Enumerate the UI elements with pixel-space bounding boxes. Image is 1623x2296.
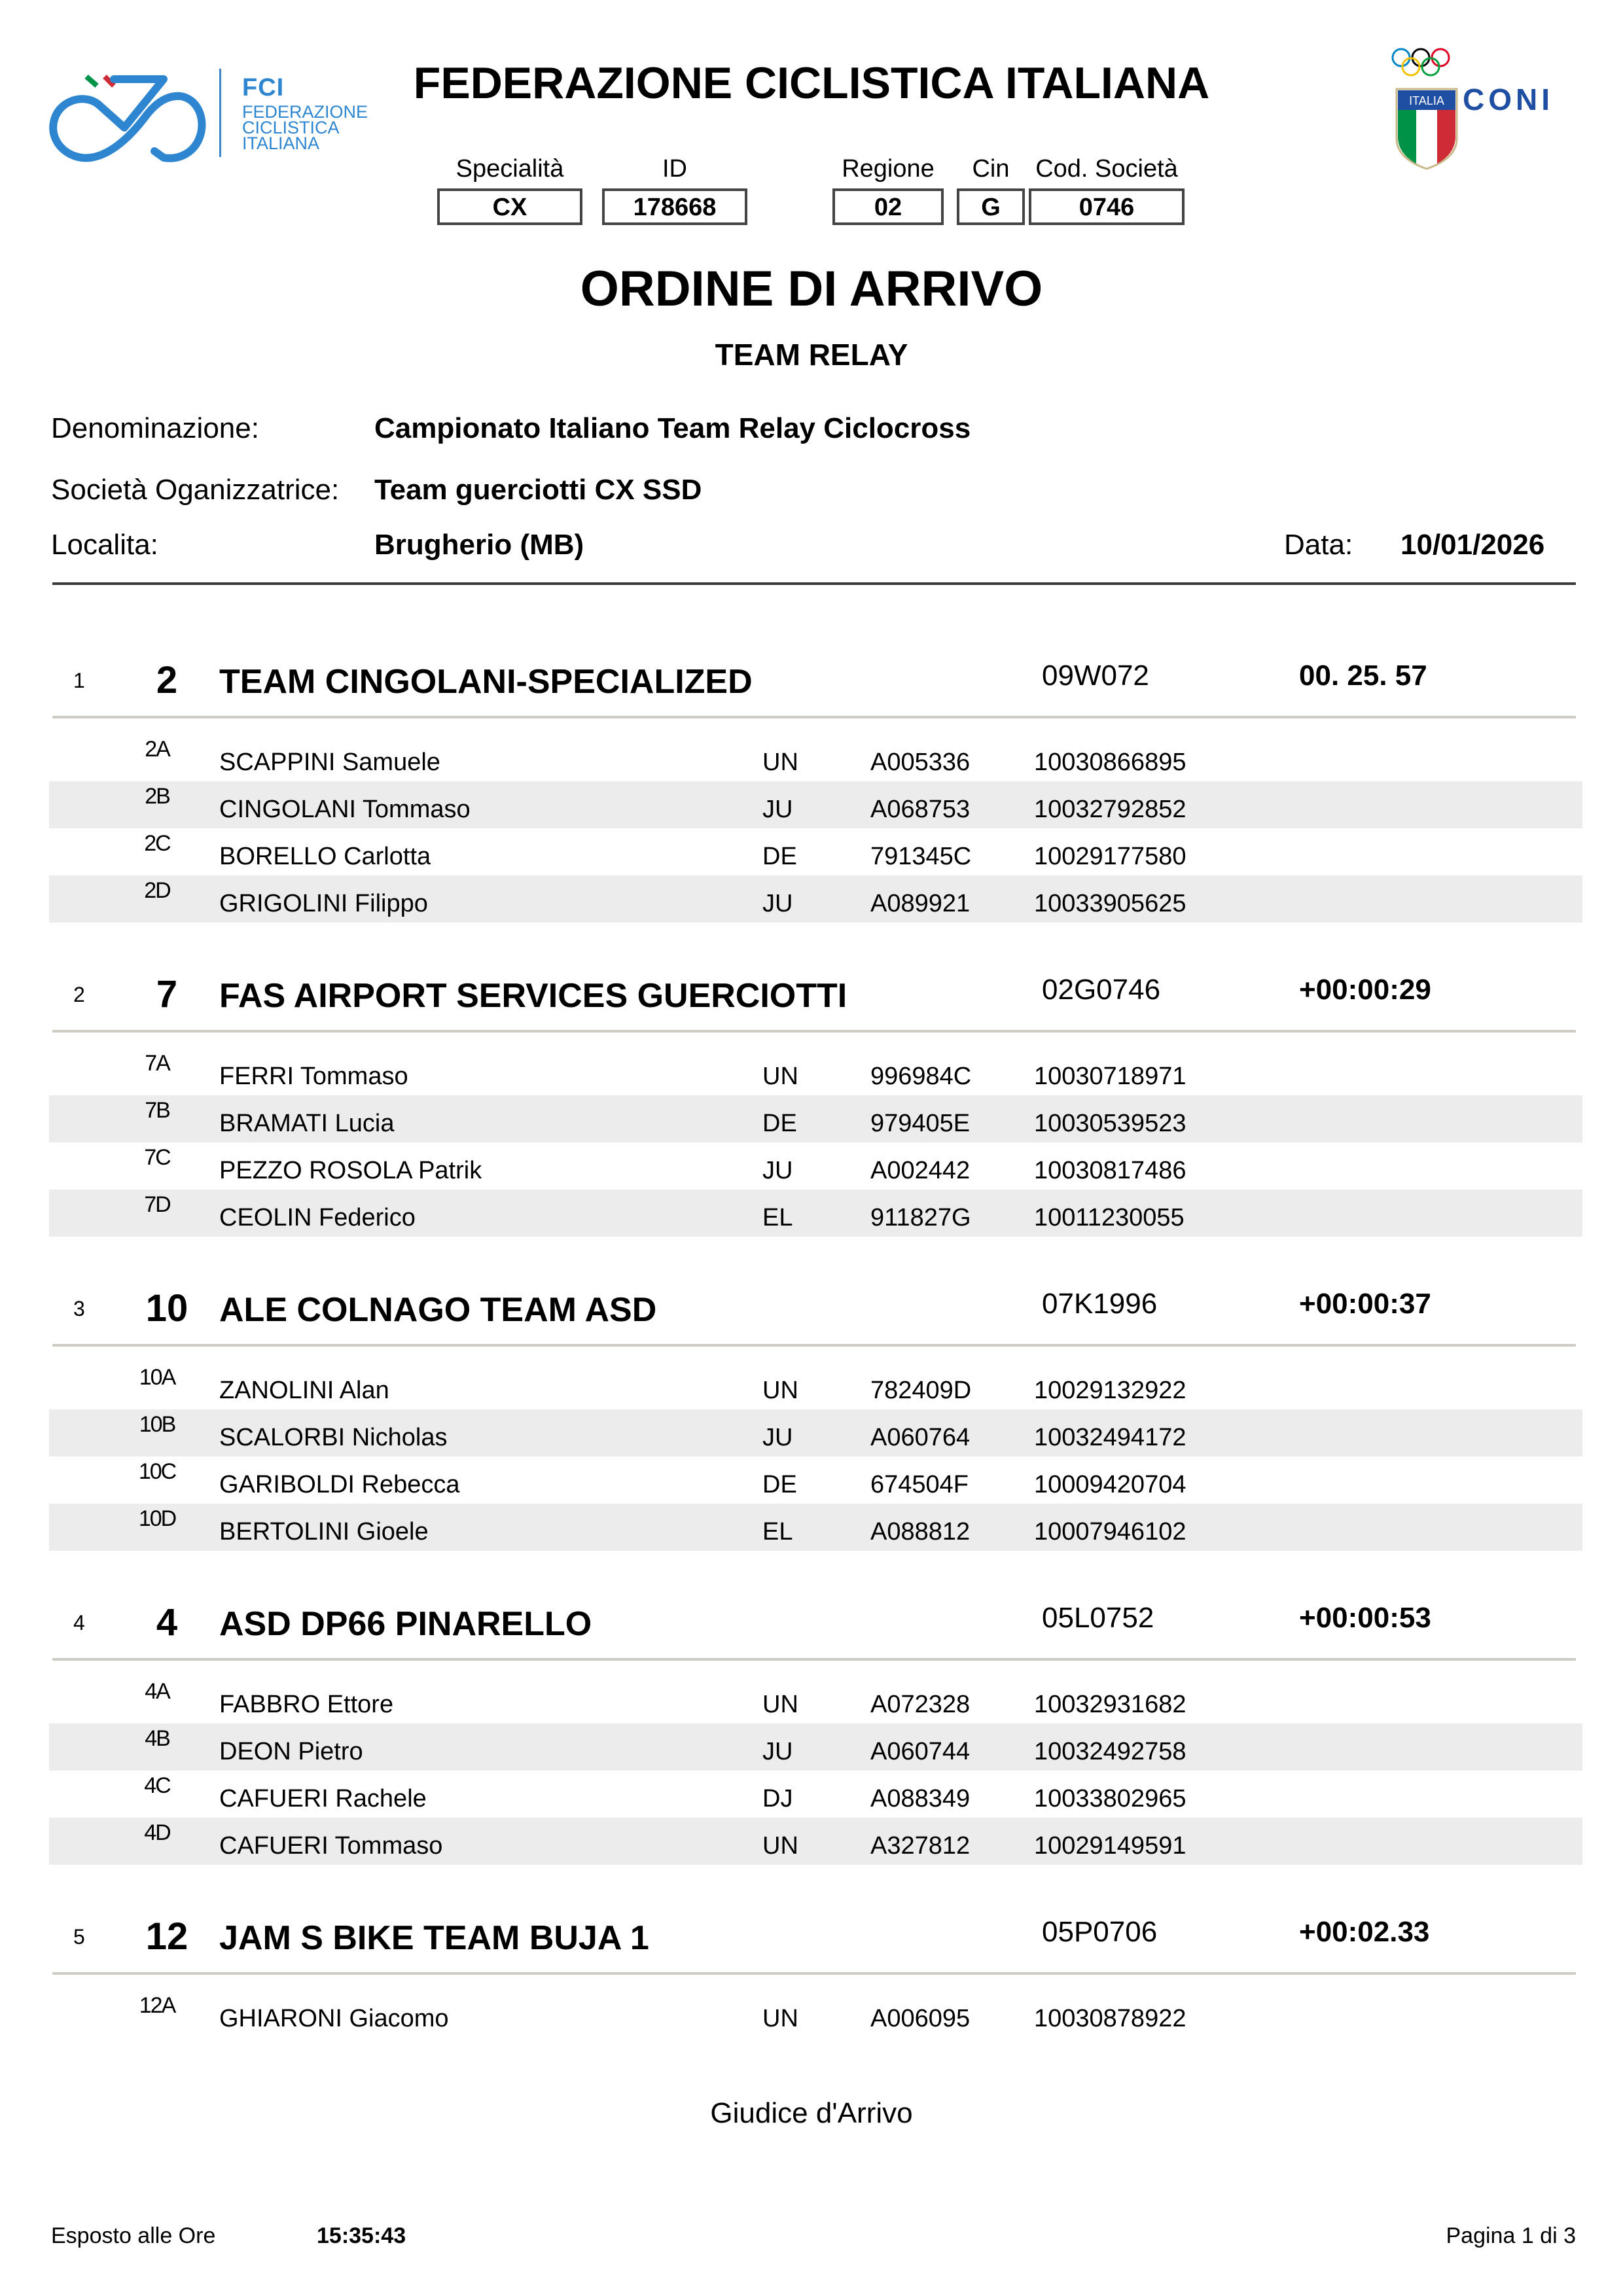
rider-bib: 4B <box>145 1726 169 1751</box>
rider-row <box>49 1771 1582 1818</box>
rider-row <box>49 1048 1582 1095</box>
rider-bib: 7C <box>144 1145 170 1170</box>
specialita-label: Specialità <box>455 155 564 183</box>
rider-bib: 7A <box>145 1051 169 1076</box>
svg-text:ITALIA: ITALIA <box>1409 94 1444 107</box>
rider-category: UN <box>762 1063 798 1090</box>
team-divider <box>52 1030 1576 1033</box>
rider-license: 911827G <box>870 1204 971 1231</box>
rider-name: FABBRO Ettore <box>219 1691 394 1718</box>
fci-name-line: CICLISTICA <box>242 118 340 137</box>
rider-category: JU <box>762 796 793 823</box>
rider-uci-id: 10030878922 <box>1034 2005 1186 2032</box>
team-name: ASD DP66 PINARELLO <box>219 1605 592 1643</box>
team-bib: 2 <box>156 659 178 701</box>
rider-license: 979405E <box>870 1110 971 1137</box>
rider-row <box>49 1504 1582 1551</box>
rider-name: BRAMATI Lucia <box>219 1110 395 1137</box>
team-position: 5 <box>73 1925 85 1949</box>
team-time: +00:02.33 <box>1299 1916 1430 1948</box>
rider-uci-id: 10030718971 <box>1034 1063 1186 1090</box>
rider-uci-id: 10032931682 <box>1034 1691 1186 1718</box>
document-title: ORDINE DI ARRIVO <box>580 261 1043 317</box>
rider-row <box>49 1409 1582 1457</box>
rider-category: JU <box>762 1157 793 1184</box>
localita-label: Localita: <box>51 529 158 561</box>
date-label: Data: <box>1284 529 1353 561</box>
team-position: 3 <box>73 1297 85 1320</box>
rider-bib: 10A <box>139 1365 175 1390</box>
rider-row <box>49 734 1582 781</box>
rider-name: DEON Pietro <box>219 1738 363 1765</box>
rider-license: A068753 <box>870 796 971 823</box>
team-name: ALE COLNAGO TEAM ASD <box>219 1291 657 1329</box>
coni-text: CONI <box>1463 82 1554 116</box>
rider-license: A060764 <box>870 1424 971 1451</box>
rider-uci-id: 10030539523 <box>1034 1110 1186 1137</box>
rider-name: GARIBOLDI Rebecca <box>219 1471 460 1498</box>
team-header <box>0 1282 1623 1335</box>
judge-label: Giudice d'Arrivo <box>710 2097 913 2129</box>
rider-row <box>49 1095 1582 1142</box>
rider-name: GRIGOLINI Filippo <box>219 890 428 917</box>
rider-row <box>49 1818 1582 1865</box>
rider-license: A327812 <box>870 1832 971 1860</box>
rider-bib: 2C <box>144 831 170 856</box>
team-divider <box>52 1972 1576 1975</box>
id-label: ID <box>662 155 687 183</box>
rider-category: UN <box>762 1691 798 1718</box>
team-time: +00:00:53 <box>1299 1602 1431 1634</box>
rider-license: A060744 <box>870 1738 971 1765</box>
rider-license: A089921 <box>870 890 971 917</box>
rider-bib: 7B <box>145 1098 169 1123</box>
specialita-value: CX <box>437 188 582 225</box>
organizzatrice-label: Società Oganizzatrice: <box>51 474 340 506</box>
rider-category: UN <box>762 2005 798 2032</box>
regione-value: 02 <box>832 188 944 225</box>
rider-license: A002442 <box>870 1157 971 1184</box>
rider-bib: 2B <box>145 784 169 809</box>
rider-row <box>49 1990 1582 2038</box>
rider-bib: 2A <box>145 737 169 762</box>
federation-title: FEDERAZIONE CICLISTICA ITALIANA <box>413 58 1210 108</box>
cin-label: Cin <box>972 155 1010 183</box>
team-time: +00:00:37 <box>1299 1288 1431 1320</box>
team-block <box>0 1911 1623 2032</box>
rider-uci-id: 10029149591 <box>1034 1832 1186 1860</box>
team-bib: 4 <box>156 1601 178 1644</box>
rider-category: JU <box>762 1738 793 1765</box>
rider-name: GHIARONI Giacomo <box>219 2005 449 2032</box>
rider-row <box>49 875 1582 923</box>
rider-category: EL <box>762 1518 793 1545</box>
regione-label: Regione <box>842 155 935 183</box>
rider-name: FERRI Tommaso <box>219 1063 408 1090</box>
rider-bib: 10B <box>139 1412 175 1437</box>
page-indicator: Pagina 1 di 3 <box>1446 2223 1576 2248</box>
rider-row <box>49 1676 1582 1723</box>
cin-value: G <box>957 188 1025 225</box>
rider-uci-id: 10032492758 <box>1034 1738 1186 1765</box>
rider-category: JU <box>762 1424 793 1451</box>
document-subtitle: TEAM RELAY <box>715 338 908 372</box>
rider-uci-id: 10011230055 <box>1034 1204 1185 1231</box>
rider-category: JU <box>762 890 793 917</box>
rider-license: 791345C <box>870 843 972 870</box>
rider-category: DE <box>762 1471 797 1498</box>
rider-name: SCALORBI Nicholas <box>219 1424 448 1451</box>
cod-societa-value: 0746 <box>1029 188 1185 225</box>
rider-list <box>49 734 1582 923</box>
team-bib: 7 <box>156 973 178 1016</box>
rider-bib: 2D <box>144 878 170 903</box>
team-bib: 12 <box>145 1915 188 1958</box>
team-block <box>0 654 1623 917</box>
rider-uci-id: 10032494172 <box>1034 1424 1186 1451</box>
team-time: +00:00:29 <box>1299 974 1431 1006</box>
rider-row <box>49 1362 1582 1409</box>
team-time: 00. 25. 57 <box>1299 660 1427 692</box>
rider-row <box>49 1142 1582 1190</box>
rider-list <box>49 1362 1582 1551</box>
team-bib: 10 <box>145 1287 188 1330</box>
rider-list <box>49 1676 1582 1865</box>
team-divider <box>52 1658 1576 1661</box>
rider-name: CINGOLANI Tommaso <box>219 796 471 823</box>
rider-license: 782409D <box>870 1377 972 1404</box>
rider-license: 674504F <box>870 1471 969 1498</box>
team-block <box>0 1282 1623 1545</box>
rider-license: A088349 <box>870 1785 971 1812</box>
team-name: FAS AIRPORT SERVICES GUERCIOTTI <box>219 977 847 1015</box>
posted-label: Esposto alle Ore <box>51 2223 216 2248</box>
team-header <box>0 654 1623 707</box>
team-position: 4 <box>73 1611 85 1634</box>
rider-uci-id: 10032792852 <box>1034 796 1186 823</box>
rider-category: UN <box>762 749 798 776</box>
rider-bib: 10C <box>138 1459 176 1484</box>
rider-uci-id: 10029132922 <box>1034 1377 1186 1404</box>
rider-row <box>49 781 1582 828</box>
denominazione-value: Campionato Italiano Team Relay Ciclocross <box>374 412 971 444</box>
team-code: 02G0746 <box>1042 974 1161 1006</box>
rider-name: BERTOLINI Gioele <box>219 1518 429 1545</box>
rider-uci-id: 10030817486 <box>1034 1157 1186 1184</box>
rider-name: SCAPPINI Samuele <box>219 749 440 776</box>
date-value: 10/01/2026 <box>1400 529 1545 561</box>
rider-list <box>49 1048 1582 1237</box>
rider-license: 996984C <box>870 1063 972 1090</box>
fci-abbreviation: FCI <box>242 74 285 101</box>
posted-time: 15:35:43 <box>317 2223 406 2248</box>
rider-bib: 4C <box>144 1773 170 1798</box>
rider-uci-id: 10007946102 <box>1034 1518 1186 1545</box>
fci-name-line: ITALIANA <box>242 133 320 153</box>
rider-name: CAFUERI Tommaso <box>219 1832 443 1860</box>
rider-uci-id: 10033802965 <box>1034 1785 1186 1812</box>
team-header <box>0 968 1623 1021</box>
team-block <box>0 968 1623 1231</box>
rider-bib: 7D <box>144 1192 170 1217</box>
rider-name: ZANOLINI Alan <box>219 1377 389 1404</box>
team-divider <box>52 716 1576 718</box>
rider-name: BORELLO Carlotta <box>219 843 431 870</box>
team-name: TEAM CINGOLANI-SPECIALIZED <box>219 663 753 701</box>
rider-license: A006095 <box>870 2005 971 2032</box>
rider-bib: 4A <box>145 1679 169 1704</box>
header-divider <box>52 582 1576 585</box>
team-position: 2 <box>73 983 85 1006</box>
rider-name: CEOLIN Federico <box>219 1204 416 1231</box>
rider-category: DE <box>762 843 797 870</box>
rider-name: CAFUERI Rachele <box>219 1785 427 1812</box>
team-header <box>0 1597 1623 1649</box>
team-position: 1 <box>73 669 85 692</box>
team-block <box>0 1597 1623 1860</box>
organizzatrice-value: Team guerciotti CX SSD <box>374 474 702 506</box>
team-code: 07K1996 <box>1042 1288 1158 1320</box>
rider-bib: 4D <box>144 1820 170 1845</box>
team-code: 05P0706 <box>1042 1916 1158 1948</box>
team-code: 05L0752 <box>1042 1602 1154 1634</box>
rider-uci-id: 10030866895 <box>1034 749 1186 776</box>
fci-name-line: FEDERAZIONE <box>242 102 368 122</box>
rider-license: A005336 <box>870 749 971 776</box>
team-divider <box>52 1344 1576 1347</box>
rider-row <box>49 1723 1582 1771</box>
denominazione-label: Denominazione: <box>51 412 259 444</box>
rider-category: DJ <box>762 1785 793 1812</box>
cod-societa-label: Cod. Società <box>1035 155 1178 183</box>
team-header <box>0 1911 1623 1963</box>
rider-row <box>49 1457 1582 1504</box>
rider-license: A072328 <box>870 1691 971 1718</box>
rider-bib: 12A <box>139 1993 175 2018</box>
rider-row <box>49 828 1582 875</box>
id-value: 178668 <box>602 188 747 225</box>
rider-list <box>49 1990 1582 2038</box>
rider-row <box>49 1190 1582 1237</box>
rider-category: UN <box>762 1832 798 1860</box>
rider-category: DE <box>762 1110 797 1137</box>
rider-uci-id: 10033905625 <box>1034 890 1186 917</box>
rider-category: EL <box>762 1204 793 1231</box>
rider-uci-id: 10009420704 <box>1034 1471 1186 1498</box>
rider-category: UN <box>762 1377 798 1404</box>
rider-bib: 10D <box>138 1506 176 1531</box>
team-name: JAM S BIKE TEAM BUJA 1 <box>219 1919 649 1957</box>
team-code: 09W072 <box>1042 660 1149 692</box>
rider-uci-id: 10029177580 <box>1034 843 1186 870</box>
rider-name: PEZZO ROSOLA Patrik <box>219 1157 482 1184</box>
localita-value: Brugherio (MB) <box>374 529 584 561</box>
rider-license: A088812 <box>870 1518 971 1545</box>
